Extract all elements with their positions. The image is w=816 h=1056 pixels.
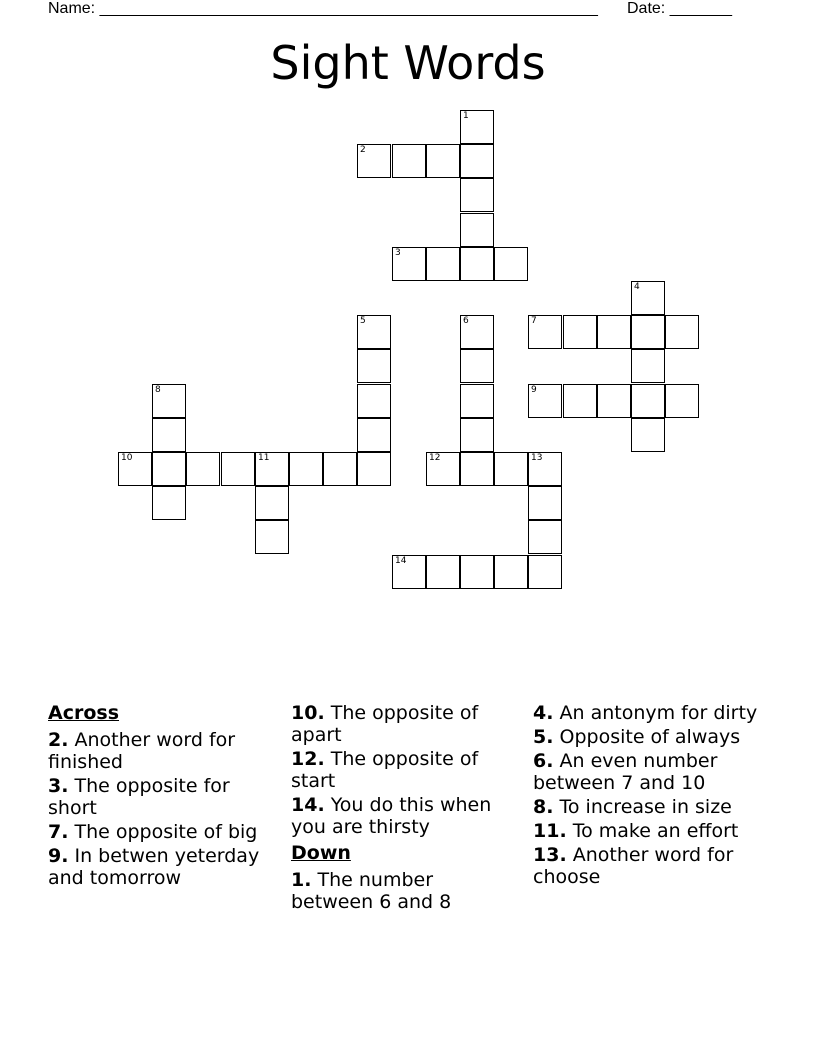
grid-cell[interactable] bbox=[460, 144, 494, 178]
clue-column-2 bbox=[291, 702, 521, 915]
clue-down-4 bbox=[533, 702, 773, 724]
clue-text: The opposite of start bbox=[291, 748, 479, 792]
clue-number: 8. bbox=[533, 796, 554, 818]
clue-text: The opposite for short bbox=[48, 775, 230, 819]
grid-cell[interactable] bbox=[631, 384, 665, 418]
grid-cell[interactable] bbox=[426, 247, 460, 281]
clue-number: 11. bbox=[533, 820, 567, 842]
grid-cell[interactable] bbox=[494, 452, 528, 486]
clue-text: An antonym for dirty bbox=[559, 702, 758, 724]
clue-across-12 bbox=[291, 748, 521, 792]
clue-number: 13. bbox=[533, 844, 567, 866]
grid-cell[interactable] bbox=[221, 452, 255, 486]
clue-text: You do this when you are thirsty bbox=[291, 794, 492, 838]
clue-across-10 bbox=[291, 702, 521, 746]
cell-number: 6 bbox=[463, 316, 469, 326]
grid-cell[interactable] bbox=[460, 452, 494, 486]
grid-cell[interactable] bbox=[631, 418, 665, 452]
name-field-label: Name: ________________________________________________________ bbox=[48, 0, 598, 17]
cell-number: 13 bbox=[531, 453, 543, 463]
clue-text: To increase in size bbox=[559, 796, 732, 818]
clue-column-3 bbox=[533, 702, 773, 890]
cell-number: 7 bbox=[531, 316, 537, 326]
clue-number: 4. bbox=[533, 702, 554, 724]
grid-cell[interactable] bbox=[357, 384, 391, 418]
grid-cell[interactable] bbox=[631, 315, 665, 349]
grid-cell[interactable] bbox=[392, 247, 426, 281]
grid-cell[interactable] bbox=[392, 144, 426, 178]
page-title: Sight Words bbox=[270, 36, 546, 90]
clue-number: 12. bbox=[291, 748, 325, 770]
cell-number: 14 bbox=[395, 556, 407, 566]
down-heading: Down bbox=[291, 842, 351, 864]
grid-cell[interactable] bbox=[631, 281, 665, 315]
grid-cell[interactable] bbox=[357, 315, 391, 349]
clue-text: An even number between 7 and 10 bbox=[533, 750, 718, 794]
cell-number: 5 bbox=[360, 316, 366, 326]
grid-cell[interactable] bbox=[357, 452, 391, 486]
grid-cell[interactable] bbox=[460, 418, 494, 452]
date-field-label: Date: _______ bbox=[627, 0, 732, 17]
clue-text: The opposite of apart bbox=[291, 702, 479, 746]
across-heading: Across bbox=[48, 702, 120, 724]
grid-cell[interactable] bbox=[357, 418, 391, 452]
clue-number: 7. bbox=[48, 821, 69, 843]
grid-cell[interactable] bbox=[426, 452, 460, 486]
cell-number: 8 bbox=[155, 385, 161, 395]
cell-number: 2 bbox=[360, 145, 366, 155]
grid-cell[interactable] bbox=[460, 213, 494, 247]
grid-cell[interactable] bbox=[152, 418, 186, 452]
grid-cell[interactable] bbox=[460, 555, 494, 589]
clue-text: Opposite of always bbox=[559, 726, 741, 748]
cell-number: 10 bbox=[121, 453, 133, 463]
clue-number: 9. bbox=[48, 845, 69, 867]
clue-number: 10. bbox=[291, 702, 325, 724]
grid-cell[interactable] bbox=[323, 452, 357, 486]
grid-cell[interactable] bbox=[255, 520, 289, 554]
grid-cell[interactable] bbox=[255, 486, 289, 520]
grid-cell[interactable] bbox=[357, 144, 391, 178]
grid-cell[interactable] bbox=[665, 315, 699, 349]
clue-text: To make an effort bbox=[572, 820, 739, 842]
grid-cell[interactable] bbox=[392, 555, 426, 589]
grid-cell[interactable] bbox=[460, 178, 494, 212]
clue-text: The opposite of big bbox=[74, 821, 258, 843]
clue-text: The number between 6 and 8 bbox=[291, 869, 452, 913]
clue-number: 2. bbox=[48, 729, 69, 751]
cell-number: 11 bbox=[258, 453, 270, 463]
clue-number: 6. bbox=[533, 750, 554, 772]
grid-cell[interactable] bbox=[460, 315, 494, 349]
grid-cell[interactable] bbox=[460, 110, 494, 144]
grid-cell[interactable] bbox=[597, 315, 631, 349]
clue-number: 3. bbox=[48, 775, 69, 797]
clue-text: Another word for choose bbox=[533, 844, 734, 888]
grid-cell[interactable] bbox=[631, 349, 665, 383]
grid-cell[interactable] bbox=[528, 520, 562, 554]
grid-cell[interactable] bbox=[289, 452, 323, 486]
clue-down-8 bbox=[533, 796, 773, 818]
grid-cell[interactable] bbox=[528, 486, 562, 520]
grid-cell[interactable] bbox=[152, 486, 186, 520]
clue-down-11 bbox=[533, 820, 773, 842]
cell-number: 4 bbox=[634, 282, 640, 292]
grid-cell[interactable] bbox=[528, 384, 562, 418]
cell-number: 3 bbox=[395, 248, 401, 258]
grid-cell[interactable] bbox=[460, 384, 494, 418]
grid-cell[interactable] bbox=[494, 555, 528, 589]
grid-cell[interactable] bbox=[255, 452, 289, 486]
grid-cell[interactable] bbox=[665, 384, 699, 418]
clue-number: 5. bbox=[533, 726, 554, 748]
grid-cell[interactable] bbox=[528, 315, 562, 349]
cell-number: 9 bbox=[531, 385, 537, 395]
clue-down-5 bbox=[533, 726, 773, 748]
cell-number: 12 bbox=[429, 453, 441, 463]
clue-across-7 bbox=[48, 821, 278, 843]
clue-down-1 bbox=[291, 869, 521, 913]
clue-number: 1. bbox=[291, 869, 312, 891]
grid-cell[interactable] bbox=[152, 452, 186, 486]
clue-down-13 bbox=[533, 844, 773, 888]
clue-across-9 bbox=[48, 845, 278, 889]
clue-number: 14. bbox=[291, 794, 325, 816]
grid-cell[interactable] bbox=[528, 452, 562, 486]
clue-across-14 bbox=[291, 794, 521, 838]
grid-cell[interactable] bbox=[357, 349, 391, 383]
grid-cell[interactable] bbox=[426, 555, 460, 589]
grid-cell[interactable] bbox=[494, 247, 528, 281]
grid-cell[interactable] bbox=[118, 452, 152, 486]
grid-cell[interactable] bbox=[460, 247, 494, 281]
grid-cell[interactable] bbox=[460, 349, 494, 383]
clue-text: Another word for finished bbox=[48, 729, 236, 773]
clue-across-3 bbox=[48, 775, 278, 819]
clue-text: In betwen yeterday and tomorrow bbox=[48, 845, 260, 889]
grid-cell[interactable] bbox=[152, 384, 186, 418]
cell-number: 1 bbox=[463, 111, 469, 121]
grid-cell[interactable] bbox=[563, 384, 597, 418]
clue-column-1 bbox=[48, 702, 278, 891]
clue-across-2 bbox=[48, 729, 278, 773]
grid-cell[interactable] bbox=[563, 315, 597, 349]
grid-cell[interactable] bbox=[528, 555, 562, 589]
clue-down-6 bbox=[533, 750, 773, 794]
grid-cell[interactable] bbox=[426, 144, 460, 178]
grid-cell[interactable] bbox=[186, 452, 220, 486]
grid-cell[interactable] bbox=[597, 384, 631, 418]
